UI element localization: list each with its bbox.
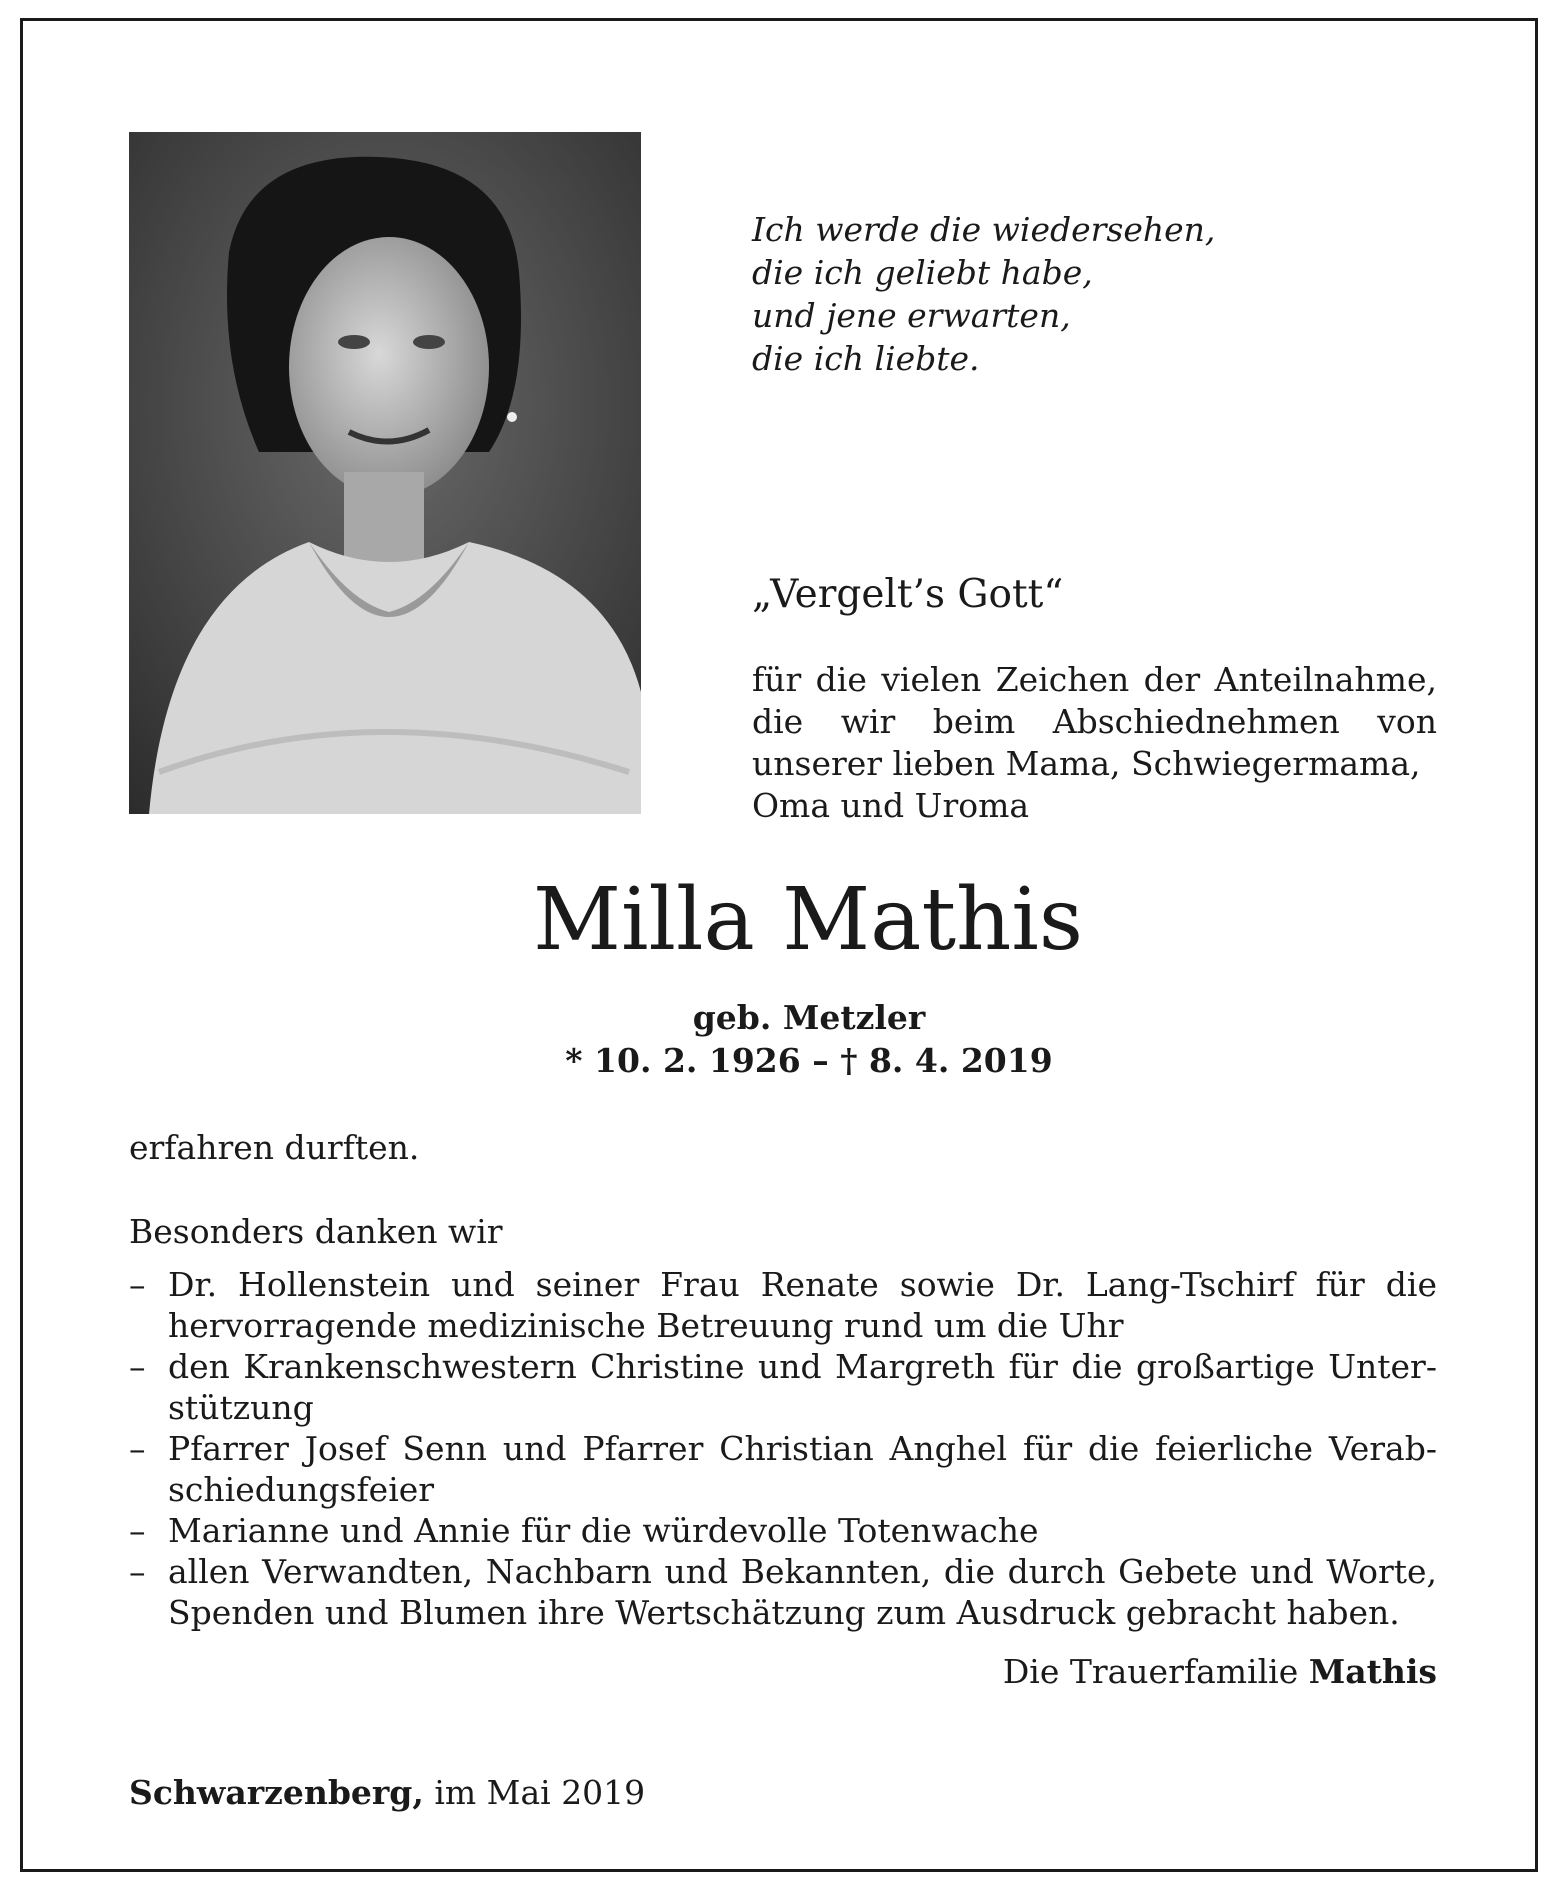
portrait-photo: [129, 132, 641, 814]
family-name: Mathis: [1308, 1652, 1437, 1691]
list-line: den Krankenschwestern Christine und Margreth für die großartige Unter-: [168, 1347, 1437, 1386]
quote-line: und jene erwarten,: [752, 296, 1071, 335]
list-line: Spenden und Blumen ihre Wertschätzung zum Ausdruck gebracht haben.: [168, 1593, 1400, 1632]
quote-line: die ich liebte.: [752, 339, 980, 378]
list-item: [129, 1510, 1437, 1551]
thanks-heading: „Vergelt’s Gott“: [752, 572, 1064, 617]
list-item: [129, 1428, 1437, 1510]
list-item: [129, 1346, 1437, 1428]
list-line: schiedungsfeier: [168, 1470, 435, 1509]
quote-line: Ich werde die wiedersehen,: [752, 210, 1216, 249]
list-line: Pfarrer Josef Senn und Pfarrer Christian Anghel für die feierliche Verab-: [168, 1429, 1437, 1468]
birth-name: geb. Metzler: [692, 998, 926, 1037]
dash-bullet: –: [129, 1511, 146, 1550]
date-text: im Mai 2019: [434, 1773, 646, 1812]
dash-bullet: –: [129, 1265, 146, 1304]
thanks-intro: Besonders danken wir: [129, 1212, 503, 1251]
thanks-list: [129, 1264, 1437, 1633]
life-dates: * 10. 2. 1926 – † 8. 4. 2019: [565, 1041, 1053, 1080]
place-name: Schwarzenberg,: [129, 1773, 424, 1812]
list-line: allen Verwandten, Nachbarn und Bekannten, die durch Gebete und Worte,: [168, 1552, 1437, 1591]
place-date: [129, 1773, 645, 1812]
list-line: Dr. Hollenstein und seiner Frau Renate sowie Dr. Lang-Tschirf für die: [168, 1265, 1437, 1304]
list-line: Marianne und Annie für die würdevolle Totenwache: [168, 1511, 1039, 1550]
family-signature: [1003, 1652, 1437, 1691]
thanks-line: für die vielen Zeichen der Anteilnahme,: [752, 660, 1437, 699]
deceased-name: Milla Mathis: [532, 870, 1084, 970]
dash-bullet: –: [129, 1552, 146, 1591]
thanks-line: die wir beim Abschiednehmen von: [752, 702, 1437, 741]
dash-bullet: –: [129, 1429, 146, 1468]
dash-bullet: –: [129, 1347, 146, 1386]
quote-line: die ich geliebt habe,: [752, 253, 1093, 292]
thanks-paragraph: [752, 659, 1437, 827]
list-line: hervorragende medizinische Betreuung rund um die Uhr: [168, 1306, 1124, 1345]
list-item: [129, 1264, 1437, 1346]
signature-prefix: Die Trauerfamilie: [1002, 1652, 1299, 1691]
experienced-text: erfahren durften.: [129, 1128, 420, 1167]
list-line: stützung: [168, 1388, 314, 1427]
memorial-quote: [752, 208, 1215, 380]
thanks-line: unserer lieben Mama, Schwiegermama,: [752, 744, 1421, 783]
thanks-line: Oma und Uroma: [752, 786, 1030, 825]
list-item: [129, 1551, 1437, 1633]
